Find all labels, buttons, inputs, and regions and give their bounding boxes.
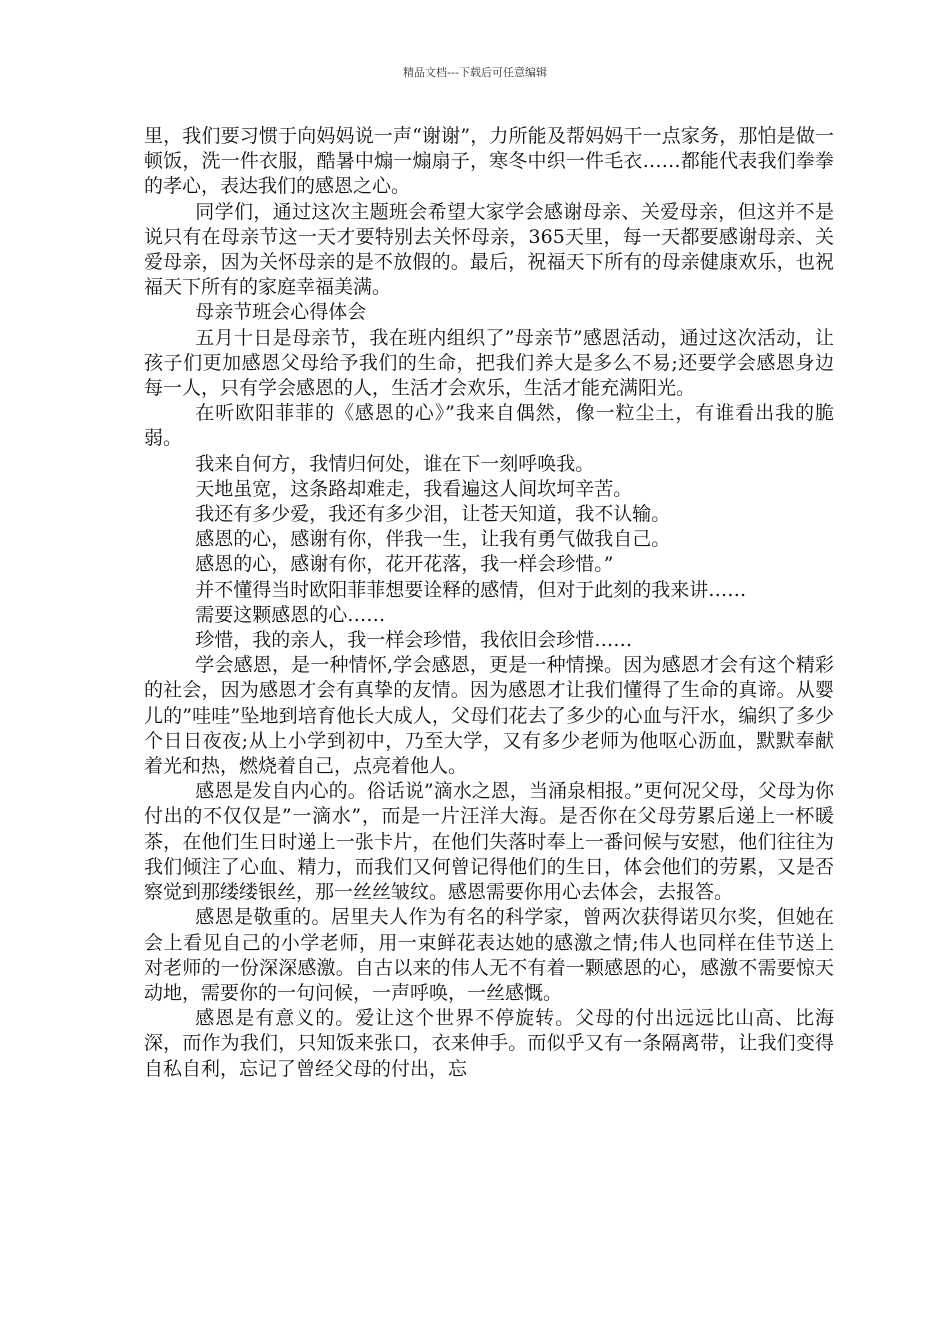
paragraph: 五月十日是母亲节，我在班内组织了”母亲节”感恩活动，通过这次活动，让孩子们更加感恩父母给予我们的生命，把我们养大是多么不易;还要学会感恩身边每一人，只有学会感恩的人，生活才会欢乐，生活才能充满阳光。: [144, 326, 834, 400]
paragraph: 感恩是敬重的。居里夫人作为有名的科学家，曾两次获得诺贝尔奖，但她在会上看见自己的小学老师，用一束鲜花表达她的感激之情;伟人也同样在佳节送上对老师的一份深深感激。自古以来的伟人无不有着一颗感恩的心，感激不需要惊天动地，需要你的一句问候，一声呼唤，一丝感慨。: [144, 906, 834, 1004]
paragraph: 感恩的心，感谢有你，花开花落，我一样会珍惜。”: [195, 553, 614, 576]
paragraph: 感恩是发自内心的。俗话说”滴水之恩，当涌泉相报。”更何况父母，父母为你付出的不仅仅是”一滴水”，而是一片汪洋大海。是否你在父母劳累后递上一杯暖茶，在他们生日时递上一张卡片，在他们失落时奉上一番问候与安慰，他们往往为我们倾注了心血、精力，而我们又何曾记得他们的生日，体会他们的劳累，又是否察觉到那缕缕银丝，那一丝丝皱纹。感恩需要你用心去体会，去报答。: [144, 780, 834, 904]
paragraph: 天地虽宽，这条路却难走，我看遍这人间坎坷辛苦。: [195, 477, 633, 500]
paragraph: 并不懂得当时欧阳菲菲想要诠释的感情，但对于此刻的我来讲……: [195, 578, 747, 601]
paragraph: 我还有多少爱，我还有多少泪，让苍天知道，我不认输。: [195, 503, 671, 526]
paragraph: 学会感恩，是一种情怀,学会感恩，更是一种情操。因为感恩才会有这个精彩的社会，因为感恩才会有真挚的友情。因为感恩才让我们懂得了生命的真谛。从婴儿的”哇哇”坠地到培育他长大成人，父母们花去了多少的心血与汗水，编织了多少个日日夜夜;从上小学到初中，乃至大学，又有多少老师为他呕心沥血，默默奉献着光和热，燃烧着自己，点亮着他人。: [144, 654, 834, 778]
paragraph: 里，我们要习惯于向妈妈说一声“谢谢”，力所能及帮妈妈干一点家务，那怕是做一顿饭，洗一件衣服，酷暑中煽一煽扇子，寒冬中织一件毛衣……都能代表我们拳拳的孝心，表达我们的感恩之心。: [144, 125, 834, 198]
paragraph: 感恩的心，感谢有你，伴我一生，让我有勇气做我自己。: [195, 528, 671, 551]
paragraph: 珍惜，我的亲人，我一样会珍惜，我依旧会珍惜……: [195, 629, 633, 652]
paragraph: 感恩是有意义的。爱让这个世界不停旋转。父母的付出远远比山高、比海深，而作为我们，只知饭来张口，衣来伸手。而似乎又有一条隔离带，让我们变得自私自利，忘记了曾经父母的付出，忘: [144, 1007, 834, 1080]
paragraph: 同学们，通过这次主题班会希望大家学会感谢母亲、关爱母亲，但这并不是说只有在母亲节这一天才要特别去关怀母亲，365天里，每一天都要感谢母亲、关爱母亲，因为关怀母亲的是不放假的。最后，祝福天下所有的母亲健康欢乐，也祝福天下所有的家庭幸福美满。: [144, 200, 834, 299]
paragraph: 母亲节班会心得体会: [195, 301, 367, 324]
document-body: [144, 124, 834, 1082]
paragraph: 我来自何方，我情归何处，谁在下一刻呼唤我。: [195, 452, 595, 475]
paragraph: 在听欧阳菲菲的《感恩的心》”我来自偶然，像一粒尘土，有谁看出我的脆弱。: [144, 402, 834, 450]
page-header: 精品文档---下载后可任意编辑: [403, 66, 547, 79]
paragraph: 需要这颗感恩的心……: [195, 603, 386, 626]
